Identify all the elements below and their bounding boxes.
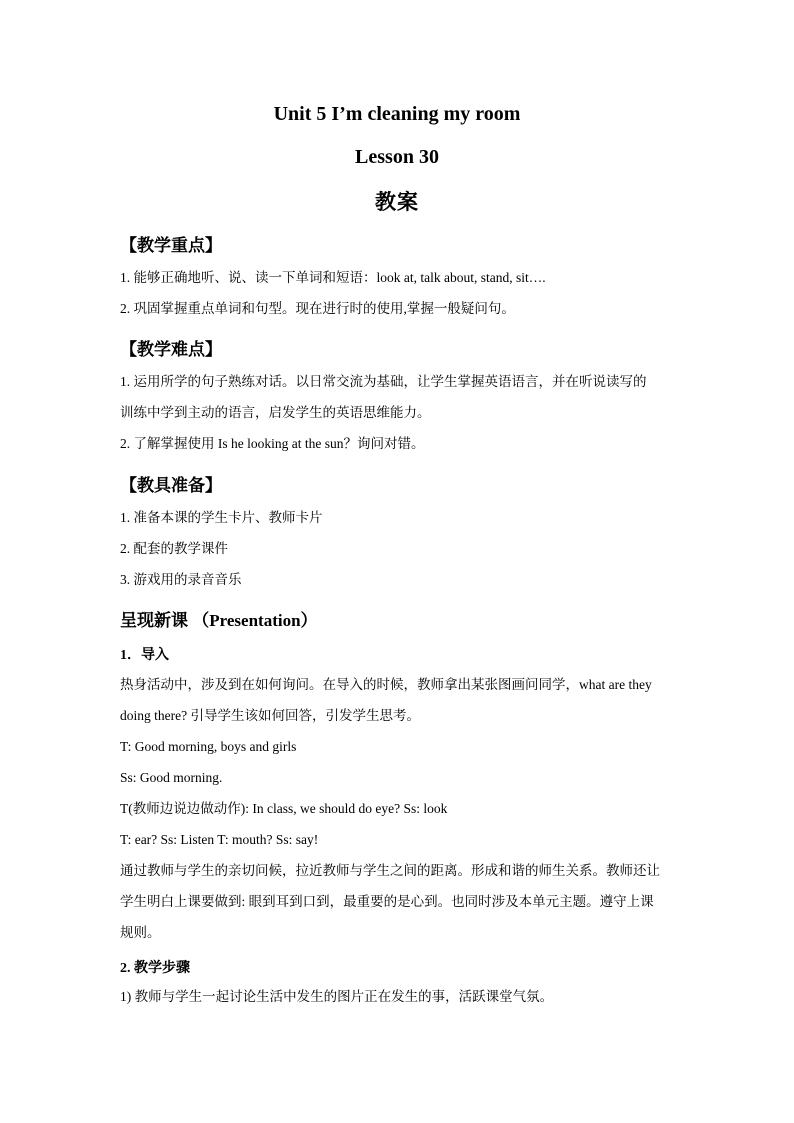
step-item: 1) 教师与学生一起讨论生活中发生的图片正在发生的事，活跃课堂气氛。 <box>120 989 554 1004</box>
difficulty-line: 2. 了解掌握使用 Is he looking at the sun？询问对错。 <box>120 436 425 451</box>
steps-heading: 2. 教学步骤 <box>120 961 190 976</box>
dialogue-line: T: Good morning, boys and girls <box>120 739 297 754</box>
key-point-item: 2. 巩固掌握重点单词和句型。现在进行时的使用,掌握一般疑问句。 <box>120 301 515 316</box>
intro-heading: 1．导入 <box>120 648 169 663</box>
lesson-plan-subtitle: 教案 <box>375 190 419 214</box>
material-item: 1. 准备本课的学生卡片、教师卡片 <box>120 510 323 525</box>
dialogue-line: Ss: Good morning. <box>120 770 223 785</box>
presentation-line: 规则。 <box>120 925 161 940</box>
dialogue-line: T: ear? Ss: Listen T: mouth? Ss: say! <box>120 832 319 847</box>
material-item: 2. 配套的教学课件 <box>120 541 228 556</box>
difficulties-heading: 【教学难点】 <box>120 340 222 359</box>
presentation-line: 学生明白上课要做到: 眼到耳到口到，最重要的是心到。也同时涉及本单元主题。遵守上课 <box>120 894 654 909</box>
key-point-item: 1. 能够正确地听、说、读一下单词和短语：look at, talk about, stand, sit…. <box>120 270 546 285</box>
presentation-line: doing there? 引导学生该如何回答，引发学生思考。 <box>120 708 420 723</box>
presentation-line: 通过教师与学生的亲切问候，拉近教师与学生之间的距离。形成和谐的师生关系。教师还让 <box>120 863 660 878</box>
difficulty-line: 1. 运用所学的句子熟练对话。以日常交流为基础，让学生掌握英语语言，并在听说读写的 <box>120 374 647 389</box>
material-item: 3. 游戏用的录音音乐 <box>120 572 242 587</box>
presentation-line: 热身活动中，涉及到在如何询问。在导入的时候，教师拿出某张图画问同学，what are they <box>120 677 652 692</box>
difficulty-line: 训练中学到主动的语言，启发学生的英语思维能力。 <box>120 405 431 420</box>
key-points-heading: 【教学重点】 <box>120 236 222 255</box>
dialogue-line: T(教师边说边做动作): In class, we should do eye? Ss: look <box>120 801 448 816</box>
presentation-heading: 呈现新课 （Presentation） <box>120 611 318 630</box>
lesson-title: Lesson 30 <box>355 146 439 168</box>
materials-heading: 【教具准备】 <box>120 476 222 495</box>
unit-title: Unit 5 I’m cleaning my room <box>273 103 521 125</box>
